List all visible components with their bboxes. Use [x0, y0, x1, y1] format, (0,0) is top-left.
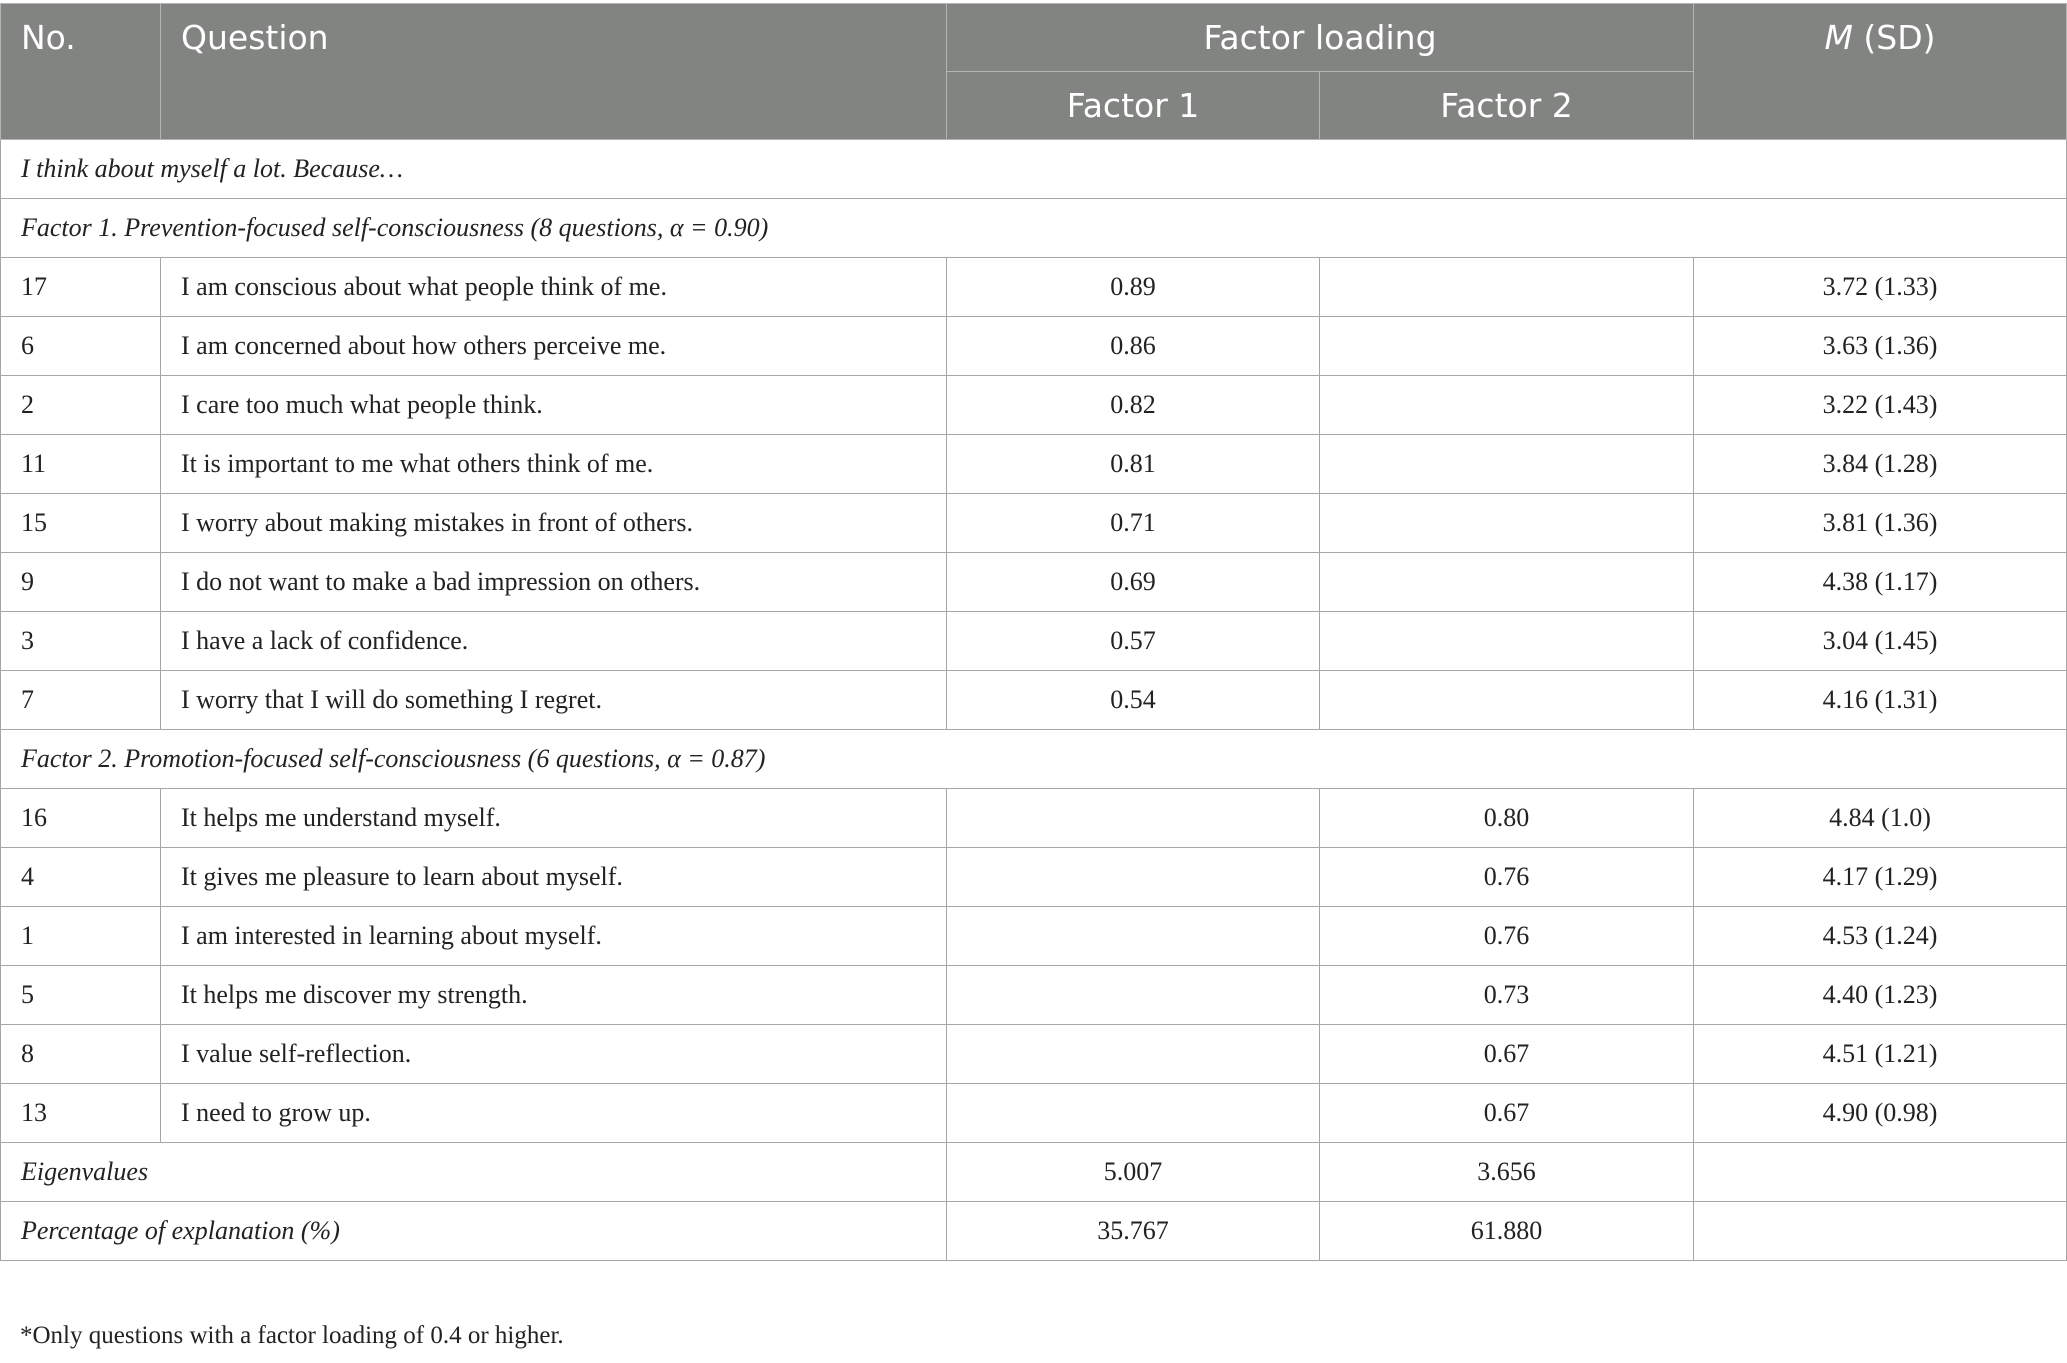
header-no: No.	[1, 4, 161, 140]
factor2-heading: Factor 2. Promotion-focused self-consciousness (6 questions, α = 0.87)	[1, 730, 2067, 789]
mean-sd: 3.04 (1.45)	[1694, 612, 2067, 671]
question-text: I worry that I will do something I regret.	[161, 671, 947, 730]
summary-row	[1, 1202, 2067, 1261]
factor1-loading	[947, 907, 1320, 966]
factor1-loading	[947, 789, 1320, 848]
question-number: 13	[1, 1084, 161, 1143]
table-row	[1, 1025, 2067, 1084]
mean-sd: 4.90 (0.98)	[1694, 1084, 2067, 1143]
question-number: 1	[1, 907, 161, 966]
question-number: 5	[1, 966, 161, 1025]
factor1-loading	[947, 1025, 1320, 1084]
factor2-loading	[1320, 258, 1694, 317]
factor2-heading-row	[1, 730, 2067, 789]
table-row	[1, 553, 2067, 612]
mean-sd: 4.84 (1.0)	[1694, 789, 2067, 848]
factor-analysis-table-container	[0, 3, 2066, 1261]
summary-factor2: 61.880	[1320, 1202, 1694, 1261]
factor2-loading	[1320, 671, 1694, 730]
header-row-top	[1, 4, 2067, 72]
mean-sd: 4.51 (1.21)	[1694, 1025, 2067, 1084]
header-factor1: Factor 1	[947, 72, 1320, 140]
question-text: I worry about making mistakes in front of others.	[161, 494, 947, 553]
mean-sd: 4.17 (1.29)	[1694, 848, 2067, 907]
question-text: I need to grow up.	[161, 1084, 947, 1143]
table-row	[1, 258, 2067, 317]
question-text: I have a lack of confidence.	[161, 612, 947, 671]
summary-m-sd	[1694, 1202, 2067, 1261]
question-text: It gives me pleasure to learn about myself.	[161, 848, 947, 907]
factor1-loading	[947, 848, 1320, 907]
table-body	[1, 140, 2067, 1261]
factor1-loading	[947, 966, 1320, 1025]
factor1-loading: 0.81	[947, 435, 1320, 494]
factor2-loading: 0.73	[1320, 966, 1694, 1025]
factor1-loading: 0.71	[947, 494, 1320, 553]
factor1-loading: 0.82	[947, 376, 1320, 435]
factor-analysis-table	[0, 3, 2067, 1261]
header-m-sd	[1694, 4, 2067, 140]
mean-sd: 3.84 (1.28)	[1694, 435, 2067, 494]
summary-row	[1, 1143, 2067, 1202]
factor1-loading: 0.54	[947, 671, 1320, 730]
header-question: Question	[161, 4, 947, 140]
question-text: I value self-reflection.	[161, 1025, 947, 1084]
question-number: 4	[1, 848, 161, 907]
factor2-loading	[1320, 494, 1694, 553]
factor1-heading: Factor 1. Prevention-focused self-consciousness (8 questions, α = 0.90)	[1, 199, 2067, 258]
table-row	[1, 1084, 2067, 1143]
factor2-loading: 0.80	[1320, 789, 1694, 848]
factor2-loading: 0.67	[1320, 1025, 1694, 1084]
table-row	[1, 612, 2067, 671]
question-number: 16	[1, 789, 161, 848]
question-number: 9	[1, 553, 161, 612]
table-row	[1, 317, 2067, 376]
header-factor2: Factor 2	[1320, 72, 1694, 140]
factor1-loading: 0.69	[947, 553, 1320, 612]
table-row	[1, 848, 2067, 907]
question-number: 17	[1, 258, 161, 317]
summary-factor1: 35.767	[947, 1202, 1320, 1261]
factor1-loading	[947, 1084, 1320, 1143]
header-sd: (SD)	[1852, 18, 1936, 57]
question-text: It helps me discover my strength.	[161, 966, 947, 1025]
summary-label: Eigenvalues	[1, 1143, 947, 1202]
mean-sd: 3.72 (1.33)	[1694, 258, 2067, 317]
factor2-loading	[1320, 317, 1694, 376]
header-m-letter: M	[1824, 18, 1853, 57]
factor2-loading	[1320, 612, 1694, 671]
factor2-loading	[1320, 435, 1694, 494]
question-number: 15	[1, 494, 161, 553]
question-number: 11	[1, 435, 161, 494]
factor1-loading: 0.89	[947, 258, 1320, 317]
intro-row	[1, 140, 2067, 199]
question-text: I do not want to make a bad impression on others.	[161, 553, 947, 612]
summary-m-sd	[1694, 1143, 2067, 1202]
table-row	[1, 435, 2067, 494]
factor2-loading: 0.76	[1320, 907, 1694, 966]
question-text: I care too much what people think.	[161, 376, 947, 435]
factor1-heading-row	[1, 199, 2067, 258]
factor1-loading: 0.57	[947, 612, 1320, 671]
table-row	[1, 671, 2067, 730]
question-number: 6	[1, 317, 161, 376]
table-row	[1, 966, 2067, 1025]
question-number: 2	[1, 376, 161, 435]
factor2-loading: 0.67	[1320, 1084, 1694, 1143]
mean-sd: 3.63 (1.36)	[1694, 317, 2067, 376]
intro-text: I think about myself a lot. Because…	[1, 140, 2067, 199]
factor2-loading	[1320, 553, 1694, 612]
summary-factor2: 3.656	[1320, 1143, 1694, 1202]
factor2-loading: 0.76	[1320, 848, 1694, 907]
table-header	[1, 4, 2067, 140]
question-number: 8	[1, 1025, 161, 1084]
question-number: 3	[1, 612, 161, 671]
factor2-loading	[1320, 376, 1694, 435]
mean-sd: 3.22 (1.43)	[1694, 376, 2067, 435]
question-text: I am conscious about what people think of me.	[161, 258, 947, 317]
summary-label: Percentage of explanation (%)	[1, 1202, 947, 1261]
question-text: It helps me understand myself.	[161, 789, 947, 848]
question-text: I am interested in learning about myself.	[161, 907, 947, 966]
table-footnote: *Only questions with a factor loading of 0.4 or higher.	[20, 1322, 564, 1349]
question-number: 7	[1, 671, 161, 730]
mean-sd: 3.81 (1.36)	[1694, 494, 2067, 553]
question-text: It is important to me what others think of me.	[161, 435, 947, 494]
factor1-loading: 0.86	[947, 317, 1320, 376]
summary-factor1: 5.007	[947, 1143, 1320, 1202]
mean-sd: 4.40 (1.23)	[1694, 966, 2067, 1025]
header-factor-loading: Factor loading	[947, 4, 1694, 72]
question-text: I am concerned about how others perceive me.	[161, 317, 947, 376]
table-row	[1, 376, 2067, 435]
mean-sd: 4.53 (1.24)	[1694, 907, 2067, 966]
mean-sd: 4.16 (1.31)	[1694, 671, 2067, 730]
table-row	[1, 907, 2067, 966]
table-row	[1, 494, 2067, 553]
table-row	[1, 789, 2067, 848]
mean-sd: 4.38 (1.17)	[1694, 553, 2067, 612]
